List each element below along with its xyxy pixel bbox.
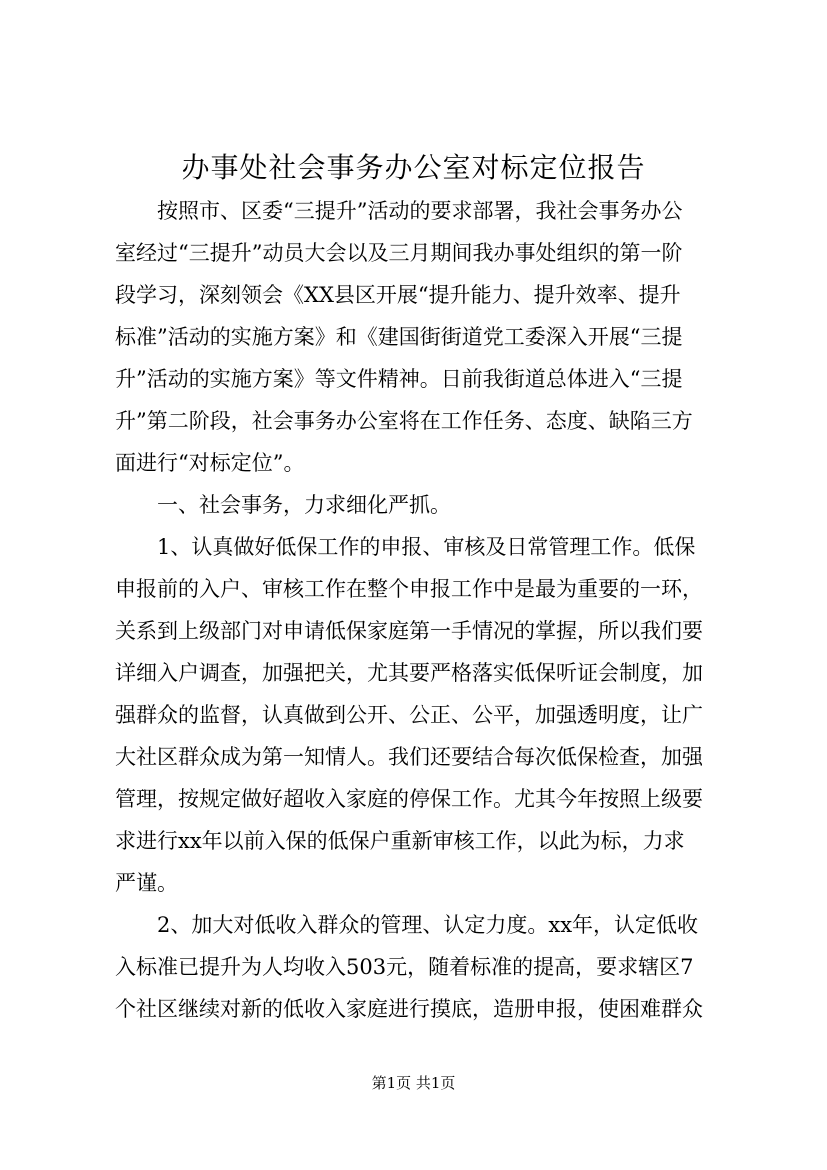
body-line: 室经过“三提升”动员大会以及三月期间我办事处组织的第一阶 <box>115 241 683 265</box>
body-line: 1、认真做好低保工作的申报、审核及日常管理工作。低保 <box>115 535 696 559</box>
body-line: 强群众的监督，认真做到公开、公正、公平，加强透明度，让广 <box>115 703 703 727</box>
body-line: 按照市、区委“三提升”活动的要求部署，我社会事务办公 <box>115 199 683 223</box>
body-line: 大社区群众成为第一知情人。我们还要结合每次低保检查，加强 <box>115 745 703 769</box>
body-line: 标准”活动的实施方案》和《建国街街道党工委深入开展“三提 <box>115 325 683 349</box>
body-line: 2、加大对低收入群众的管理、认定力度。xx年，认定低收 <box>115 913 699 937</box>
body-line: 面进行“对标定位”。 <box>115 451 305 475</box>
document-title: 办事处社会事务办公室对标定位报告 <box>181 151 646 184</box>
body-line: 详细入户调查，加强把关，尤其要严格落实低保听证会制度，加 <box>115 661 703 685</box>
page-footer: 第1页 共1页 <box>371 1074 456 1092</box>
body-line: 升”活动的实施方案》等文件精神。日前我街道总体进入“三提 <box>115 367 683 391</box>
body-line: 入标准已提升为人均收入503元，随着标准的提高，要求辖区7 <box>115 955 694 979</box>
body-line: 个社区继续对新的低收入家庭进行摸底，造册申报，使困难群众 <box>115 997 703 1021</box>
section-heading: 一、社会事务，力求细化严抓。 <box>115 493 451 517</box>
body-line: 管理，按规定做好超收入家庭的停保工作。尤其今年按照上级要 <box>115 787 703 811</box>
body-line: 求进行xx年以前入保的低保户重新审核工作，以此为标，力求 <box>115 829 685 853</box>
body-line: 申报前的入户、审核工作在整个申报工作中是最为重要的一环， <box>115 577 703 601</box>
body-line: 关系到上级部门对申请低保家庭第一手情况的掌握，所以我们要 <box>115 619 703 643</box>
body-line: 严谨。 <box>115 871 178 895</box>
body-line: 升”第二阶段，社会事务办公室将在工作任务、态度、缺陷三方 <box>115 409 693 433</box>
body-line: 段学习，深刻领会《XX县区开展“提升能力、提升效率、提升 <box>115 283 681 307</box>
